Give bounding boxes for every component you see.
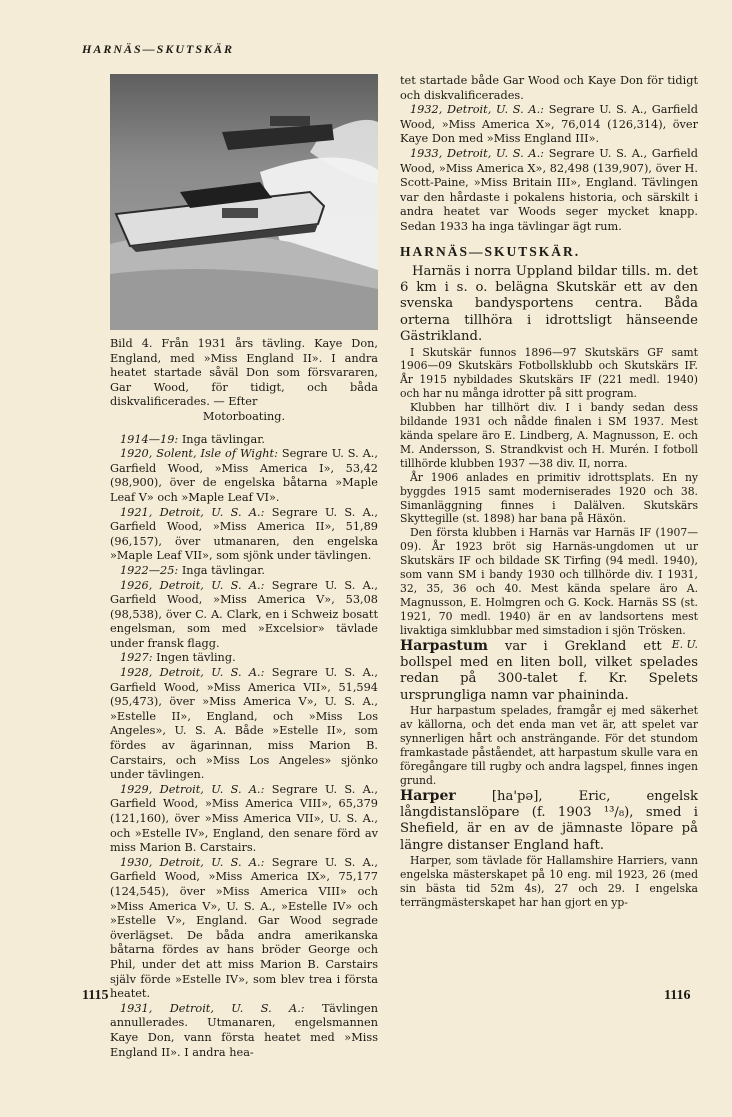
entry-1931 xyxy=(110,1002,378,1060)
entry-1920 xyxy=(110,447,378,505)
entry-label: 1927: xyxy=(120,651,153,665)
entry-label: 1931, Detroit, U. S. A.: xyxy=(120,1001,305,1015)
harnas-intro: Harnäs i norra Uppland bildar tills. m. det 6 km i s. o. belägna Skutskär ett av den svenska bandysportens centra. Båda orterna tillhöra i idrottsligt hänseende Gästrikland. xyxy=(400,263,698,345)
entry-text: Tävlingen annullerades. Utmanaren, engelsmannen Kaye Don, vann första heatet med »Miss England II». I andra hea- xyxy=(110,1001,378,1059)
entry-1926 xyxy=(110,579,378,652)
entry-1927 xyxy=(110,651,378,666)
entry-1929 xyxy=(110,783,378,856)
entry-text: Segrare U. S. A., Garfield Wood, »Miss America VIII», 65,379 (121,160), över »Miss America VII», U. S. A., och »Estelle IV», England, den senare förd av miss Marion B. Carstairs. xyxy=(110,782,378,855)
entry-text: Segrare U. S. A., Garfield Wood, »Miss America I», 53,42 (98,900), över de engelska båtarna »Maple Leaf V» och »Maple Leaf VI». xyxy=(110,447,378,504)
entry-label: 1929, Detroit, U. S. A.: xyxy=(120,782,265,796)
section-heading: HARNÄS—SKUTSKÄR. xyxy=(400,243,581,259)
entry-text: Segrare U. S. A., Garfield Wood, »Miss America IX», 75,177 (124,545), över »Miss America VIII» och »Miss America V», U. S. A., »Estelle IV» och »Estelle V», England. Gar Wood segrade överlägset. De båda andra amerikanska båtarna fördes av hans bröder George och Phil, under det att miss Marion B. Carstairs själv förde »Estelle IV», som blev trea i första heatet. xyxy=(110,855,378,1001)
harnas-paragraph: År 1906 anlades en primitiv idrottsplats. En ny byggdes 1915 samt moderniserades 1920 och 38. Simanläggning finnes i Dalälven. Skutskärs Skyttegille (st. 1898) har bana på Häxön. xyxy=(400,470,698,526)
entry-1933 xyxy=(400,147,698,235)
running-head: HARNÄS—SKUTSKÄR xyxy=(82,42,235,56)
page-number-left: 1115 xyxy=(82,988,109,1003)
harpastum-entry xyxy=(400,638,698,705)
entry-text: Segrare U. S. A., Garfield Wood, »Miss America II», 51,89 (96,157), över utmanaren, den engelska »Maple Leaf VII», som sjönk under tävlingen. xyxy=(110,505,378,563)
entry-label: 1932, Detroit, U. S. A.: xyxy=(410,103,544,117)
entry-1928 xyxy=(110,666,378,783)
entry-text: tet startade både Gar Wood och Kaye Don för tidigt och diskvalificerades. xyxy=(400,74,698,102)
boat-race-photo xyxy=(110,74,378,330)
entry-1931-continued xyxy=(400,74,698,103)
caption-credit: Motorboating. xyxy=(202,409,286,423)
entry-text: Segrare U. S. A., Garfield Wood, »Miss America X», 76,014 (126,314), över Kaye Don med »Miss England III». xyxy=(400,103,698,146)
boat-photo-drawing xyxy=(110,74,378,330)
entry-1921 xyxy=(110,506,378,564)
harpastum-text: var i Grekland ett bollspel med en liten boll, vilket spelades redan på 300-talet f. Kr. Spelets ursprungliga namn var phaininda. xyxy=(400,638,698,703)
harnas-text: Den första klubben i Harnäs var Harnäs IF (1907—09). År 1923 bröt sig Harnäs-ungdomen ut ur Skutskärs IF och bildade SK Tirfing (94 medl. 1940), som vann SM i bandy 1930 och tillhörde div. I 1931, 32, 35, 36 och 40. Mest kända spelare äro A. Magnusson, E. Holmgren och G. Kock. Harnäs SS (st. 1921, 70 medl. 1940) är en av landsortens mest livaktiga simklubbar med simstadion i sjön Trösken. xyxy=(400,526,698,637)
harpastum-headword: Harpastum xyxy=(400,637,488,654)
entry-label: 1933, Detroit, U. S. A.: xyxy=(410,146,544,160)
entry-label: 1921, Detroit, U. S. A.: xyxy=(120,505,265,519)
harper-headword: Harper xyxy=(400,787,456,804)
entry-1914 xyxy=(110,433,378,448)
entry-label: 1922—25: xyxy=(120,563,179,577)
entry-text: Inga tävlingar. xyxy=(178,563,265,577)
harper-text: [ha'pə], Eric, engelsk långdistanslöpare (f. 1903 ¹³/₈), smed i Shefield, är en av de jämnaste löpare på längre distanser England haft. xyxy=(400,788,698,853)
page-number-right: 1116 xyxy=(664,988,691,1003)
right-column xyxy=(400,74,698,910)
entry-text: Segrare U. S. A., Garfield Wood, »Miss America X», 82,498 (139,907), över H. Scott-Paine, »Miss Britain III», England. Tävlingen var den hårdaste i pokalens historia, och särskilt i andra heatet var Woods seger mycket knapp. Sedan 1933 ha inga tävlingar ägt rum. xyxy=(400,146,698,233)
entry-text: Segrare U. S. A., Garfield Wood, »Miss America V», 53,08 (98,538), över C. A. Clark, en i Schweiz bosatt engelsman, som med »Excelsior» tävlade under fransk flagg. xyxy=(110,578,378,650)
caption-text: Bild 4. Från 1931 års tävling. Kaye Don, England, med »Miss England II». I andra heatet startade såväl Don som försvararen, Gar Wood, för tidigt, och båda diskvalificerades. — Efter xyxy=(110,337,378,409)
entry-1930 xyxy=(110,856,378,1002)
entry-label: 1926, Detroit, U. S. A.: xyxy=(120,578,265,592)
author-signature: E. U. xyxy=(671,637,698,651)
entry-1932 xyxy=(400,103,698,147)
entry-label: 1930, Detroit, U. S. A.: xyxy=(120,855,265,869)
harper-paragraph: Harper, som tävlade för Hallamshire Harriers, vann engelska mästerskapet på 10 eng. mil 1923, 26 (med sin bästa tid 52m 4s), 27 och 29. I engelska terrängmästerskapet har han gjort en yp- xyxy=(400,854,698,909)
entry-text: Inga tävlingar. xyxy=(178,432,265,446)
photo-caption xyxy=(110,337,378,425)
harnas-paragraph: I Skutskär funnos 1896—97 Skutskärs GF samt 1906—09 Skutskärs Fotbollsklubb och Skutskärs IF. År 1915 nybildades Skutskärs IF (221 medl. 1940) och har nu många idrotter på sitt program. xyxy=(400,345,698,401)
entry-text: Segrare U. S. A., Garfield Wood, »Miss America VII», 51,594 (95,473), över »Miss America V», U. S. A., »Estelle II», England, och »Miss Los Angeles», U. S. A. Både »Estelle II», som fördes av ägarinnan, miss Marion B. Carstairs, och »Miss Los Angeles» sjönko under tävlingen. xyxy=(110,666,378,782)
entry-label: 1928, Detroit, U. S. A.: xyxy=(120,666,265,680)
entry-label: 1914—19: xyxy=(120,432,179,446)
entry-text: Ingen tävling. xyxy=(152,651,236,665)
harpastum-paragraph: Hur harpastum spelades, framgår ej med säkerhet av källorna, och det enda man vet är, att spelet var synnerligen hårt och ansträngande. För det stundom framkastade påståendet, att harpastum skulle vara en föregångare till rugby och andra lagspel, finnes ingen grund. xyxy=(400,704,698,787)
entry-label: 1920, Solent, Isle of Wight: xyxy=(120,447,278,461)
harper-entry xyxy=(400,788,698,855)
harnas-paragraph: Klubben har tillhört div. I i bandy sedan dess bildande 1931 och nådde finalen i SM 1937. Mest kända spelare äro E. Lindberg, A. Magnusson, E. och M. Andersson, S. Strandkvist och H. Murén. I fotboll tillhörde klubben 1937 —38 div. II, norra. xyxy=(400,401,698,470)
left-column xyxy=(110,74,378,1060)
entry-1922 xyxy=(110,564,378,579)
